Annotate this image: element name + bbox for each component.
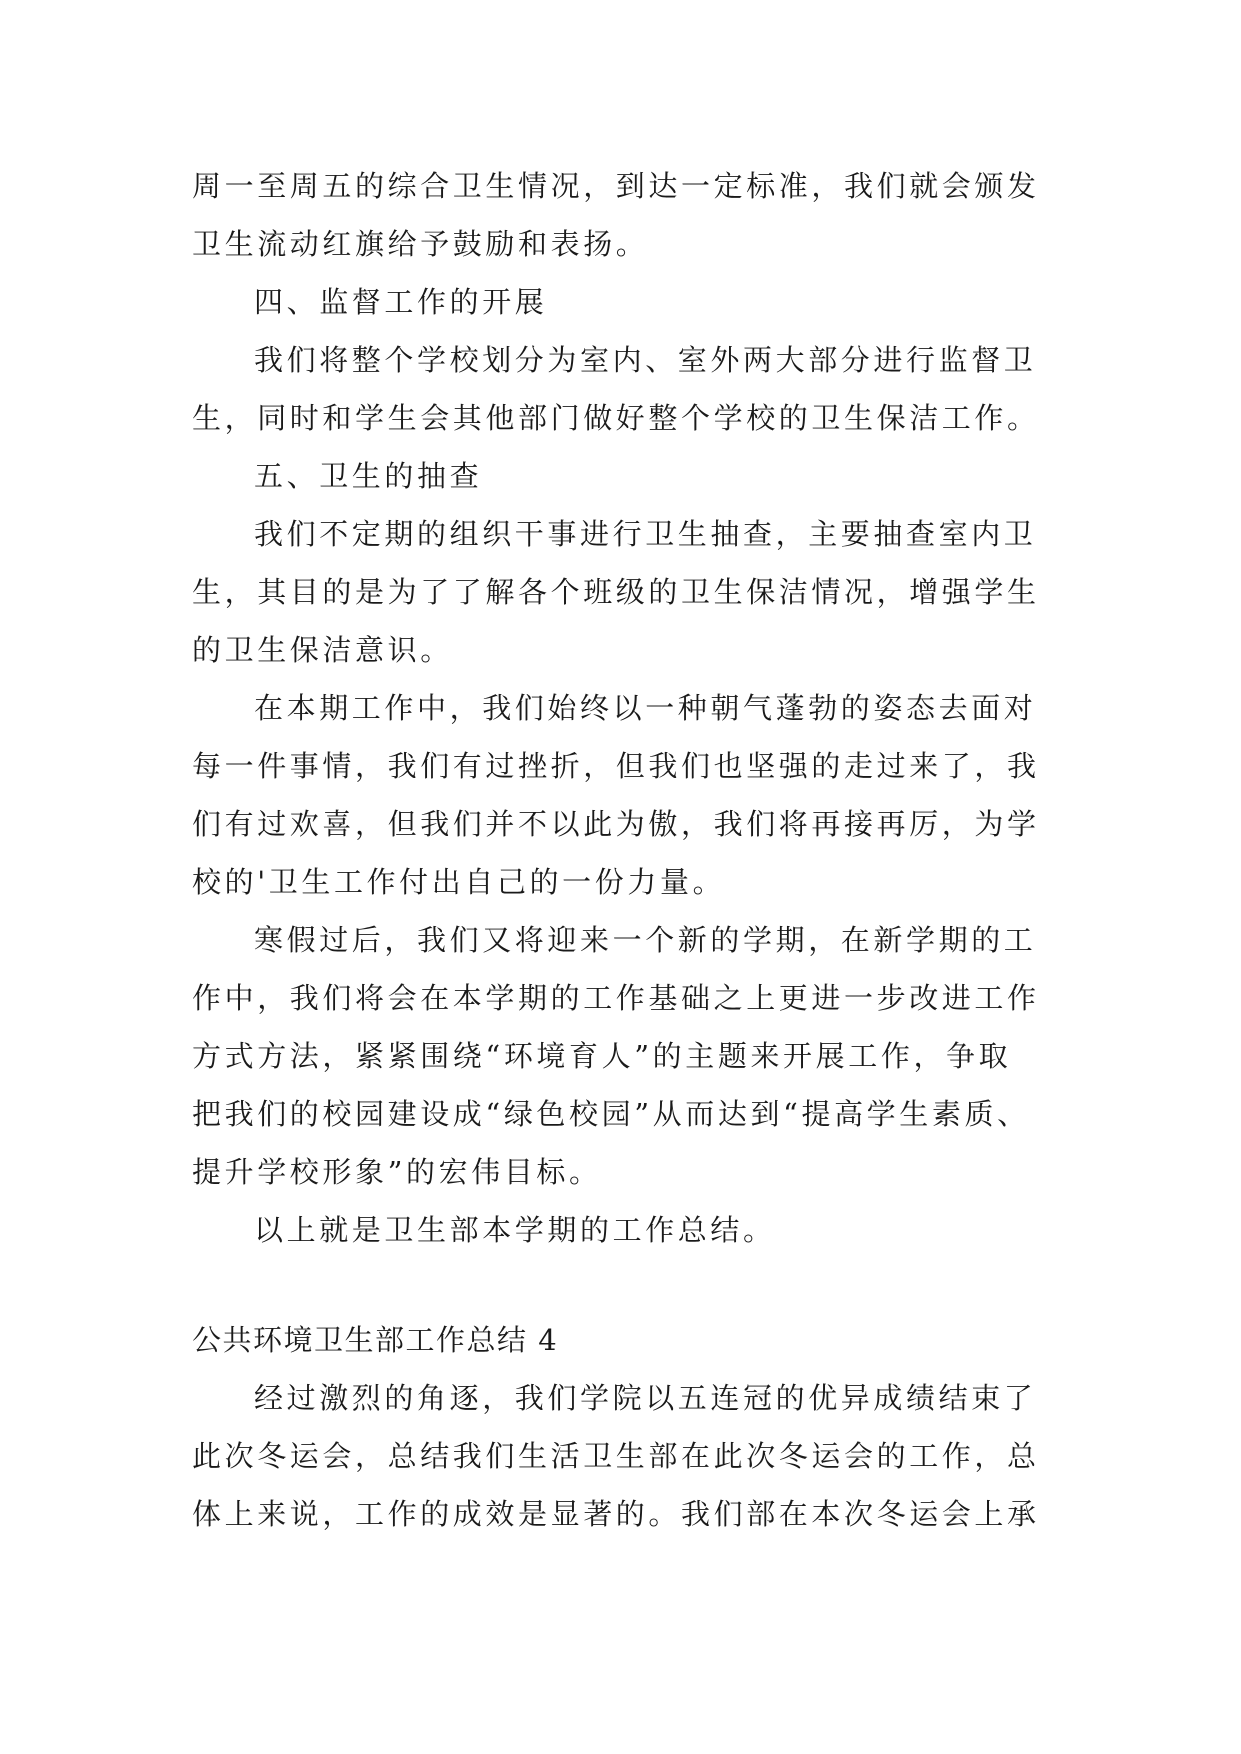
paragraph-line: 们有过欢喜，但我们并不以此为傲，我们将再接再厉，为学 (192, 807, 1040, 841)
section-heading: 五、卫生的抽查 (254, 459, 483, 493)
paragraph-line: 每一件事情，我们有过挫折，但我们也坚强的走过来了，我 (192, 749, 1040, 783)
section-heading: 四、监督工作的开展 (254, 285, 548, 319)
paragraph-line: 寒假过后，我们又将迎来一个新的学期，在新学期的工 (254, 923, 1037, 957)
paragraph-line: 方式方法，紧紧围绕“环境育人”的主题来开展工作，争取 (192, 1039, 1012, 1073)
paragraph-line: 提升学校形象”的宏伟目标。 (192, 1155, 602, 1189)
paragraph-line: 卫生流动红旗给予鼓励和表扬。 (192, 227, 649, 261)
paragraph-line: 此次冬运会，总结我们生活卫生部在此次冬运会的工作，总 (192, 1439, 1040, 1473)
paragraph-line: 在本期工作中，我们始终以一种朝气蓬勃的姿态去面对 (254, 691, 1037, 725)
paragraph-line: 生，同时和学生会其他部门做好整个学校的卫生保洁工作。 (192, 401, 1040, 435)
paragraph-line: 体上来说，工作的成效是显著的。我们部在本次冬运会上承 (192, 1497, 1040, 1531)
paragraph-line: 周一至周五的综合卫生情况，到达一定标准，我们就会颁发 (192, 169, 1040, 203)
paragraph-line: 作中，我们将会在本学期的工作基础之上更进一步改进工作 (192, 981, 1040, 1015)
paragraph-line: 经过激烈的角逐，我们学院以五连冠的优异成绩结束了 (254, 1381, 1037, 1415)
paragraph-line: 我们将整个学校划分为室内、室外两大部分进行监督卫 (254, 343, 1037, 377)
paragraph-line: 把我们的校园建设成“绿色校园”从而达到“提高学生素质、 (192, 1097, 1030, 1131)
paragraph-line: 以上就是卫生部本学期的工作总结。 (254, 1213, 776, 1247)
paragraph-line: 校的'卫生工作付出自己的一份力量。 (192, 865, 726, 899)
paragraph-line: 我们不定期的组织干事进行卫生抽查，主要抽查室内卫 (254, 517, 1037, 551)
document-title: 公共环境卫生部工作总结 4 (192, 1323, 559, 1357)
paragraph-line: 生，其目的是为了了解各个班级的卫生保洁情况，增强学生 (192, 575, 1040, 609)
paragraph-line: 的卫生保洁意识。 (192, 633, 453, 667)
